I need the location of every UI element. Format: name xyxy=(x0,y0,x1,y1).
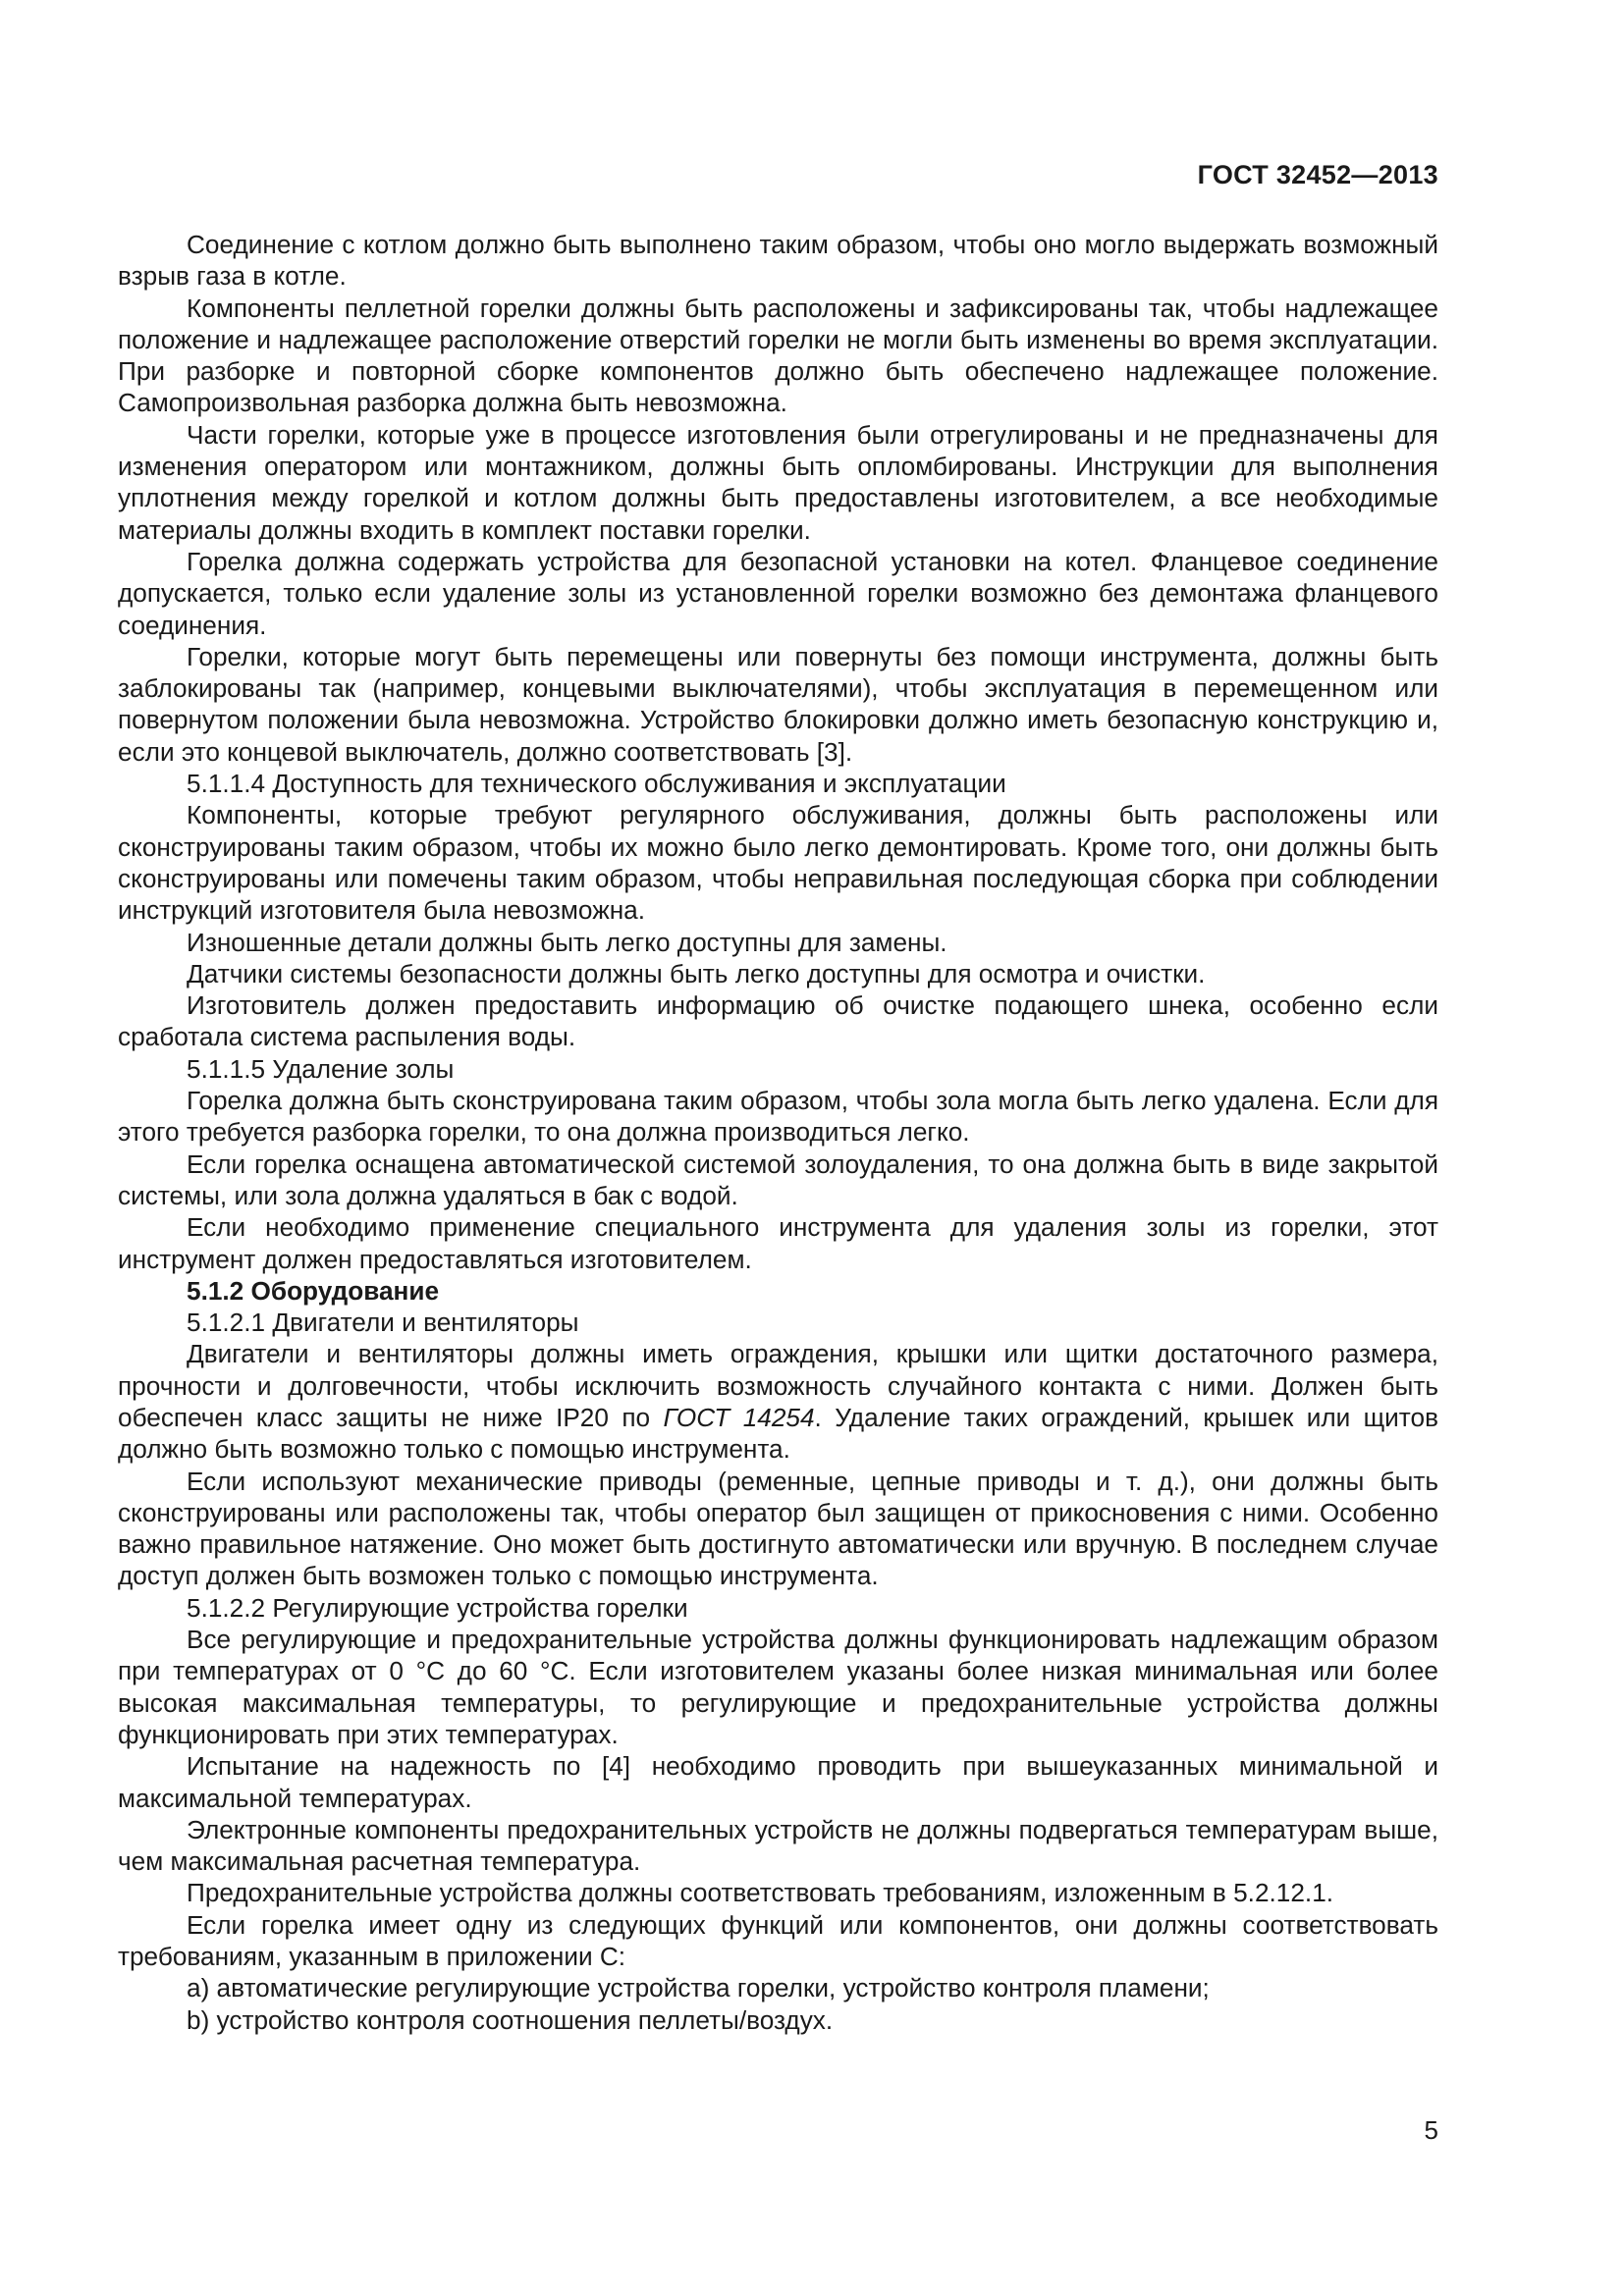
paragraph: Все регулирующие и предохранительные устройства должны функционировать надлежащим образом при температурах от 0 °С до 60 °С. Если изготовителем указаны более низкая минимальная или более высокая максимальная температуры, то регулирующие и предохранительные устройства должны функционировать при этих температурах. xyxy=(118,1625,1438,1749)
list-item: а) автоматические регулирующие устройства горелки, устройство контроля пламени; xyxy=(187,1973,1210,2003)
paragraph: Если используют механические приводы (ременные, цепные приводы и т. д.), они должны быть сконструированы или расположены так, чтобы оператор был защищен от прикосновения с ними. Особенно важно правильное натяжение. Оно может быть достигнуто автоматически или вручную. В последнем случае доступ должен быть возможен только с помощью инструмента. xyxy=(118,1466,1438,1591)
paragraph: Электронные компоненты предохранительных устройств не должны подвергаться температурам выше, чем максимальная расчетная температура. xyxy=(118,1814,1438,1877)
paragraph: Соединение с котлом должно быть выполнено таким образом, чтобы оно могло выдержать возможный взрыв газа в котле. xyxy=(118,230,1438,292)
section-heading-5-1-1-5: 5.1.1.5 Удаление золы xyxy=(187,1053,455,1084)
paragraph: Датчики системы безопасности должны быть легко доступны для осмотра и очистки. xyxy=(187,958,1206,988)
document-body xyxy=(118,229,1438,2036)
paragraph: Части горелки, которые уже в процессе изготовления были отрегулированы и не предназначены для изменения оператором или монтажником, должны быть опломбированы. Инструкции для выполнения уплотнения между горелкой и котлом должны быть предоставлены изготовителем, а все необходимые материалы должны входить в комплект поставки горелки. xyxy=(118,419,1438,545)
paragraph: Если горелка имеет одну из следующих функций или компонентов, они должны соответствовать требованиям, указанным в приложении С: xyxy=(118,1909,1438,1972)
paragraph-with-standard-reference xyxy=(118,1338,1438,1465)
paragraph: Изготовитель должен предоставить информацию об очистке подающего шнека, особенно если сработала система распыления воды. xyxy=(118,990,1438,1052)
section-heading-5-1-1-4: 5.1.1.4 Доступность для технического обслуживания и эксплуатации xyxy=(187,769,1006,799)
section-heading-5-1-2-1: 5.1.2.1 Двигатели и вентиляторы xyxy=(187,1308,579,1338)
paragraph: Предохранительные устройства должны соответствовать требованиям, изложенным в 5.2.12.1. xyxy=(187,1878,1334,1908)
paragraph: Компоненты, которые требуют регулярного обслуживания, должны быть расположены или сконструированы таким образом, чтобы их можно было легко демонтировать. Кроме того, они должны быть сконструированы или помечены таким образом, чтобы неправильная последующая сборка при соблюдении инструкций изготовителя была невозможна. xyxy=(118,800,1438,926)
paragraph: Если необходимо применение специального инструмента для удаления золы из горелки, этот инструмент должен предоставляться изготовителем. xyxy=(118,1212,1438,1274)
standard-reference: ГОСТ 14254 xyxy=(663,1402,815,1432)
page-number: 5 xyxy=(1424,2115,1438,2145)
paragraph: Компоненты пеллетной горелки должны быть расположены и зафиксированы так, чтобы надлежащее положение и надлежащее расположение отверстий горелки не могли быть изменены во время эксплуатации. При разборке и повторной сборке компонентов должно быть обеспечено надлежащее положение. Самопроизвольная разборка должна быть невозможна. xyxy=(118,293,1438,418)
paragraph: Изношенные детали должны быть легко доступны для замены. xyxy=(187,927,947,957)
paragraph-text: Двигатели и вентиляторы должны иметь ограждения, крышки или щитки достаточного размера, прочности и долговечности, чтобы исключить возможность случайного контакта с ними. Должен быть обеспечен класс защиты не ниже IP20 по xyxy=(118,1339,1438,1432)
paragraph: Горелки, которые могут быть перемещены или повернуты без помощи инструмента, должны быть заблокированы так (например, концевыми выключателями), чтобы эксплуатация в перемещенном или повернутом положении была невозможна. Устройство блокировки должно иметь безопасную конструкцию и, если это концевой выключатель, должно соответствовать [3]. xyxy=(118,641,1438,767)
list-item: b) устройство контроля соотношения пеллеты/воздух. xyxy=(187,2004,834,2035)
paragraph: Горелка должна содержать устройства для безопасной установки на котел. Фланцевое соединение допускается, только если удаление золы из установленной горелки возможно без демонтажа фланцевого соединения. xyxy=(118,546,1438,640)
paragraph: Если горелка оснащена автоматической системой золоудаления, то она должна быть в виде закрытой системы, или зола должна удаляться в бак с водой. xyxy=(118,1148,1438,1210)
document-header-standard-number: ГОСТ 32452—2013 xyxy=(1197,160,1438,189)
paragraph-text: . Удаление таких ограждений, крышек или щитов должно быть возможно только с помощью инструмента. xyxy=(118,1402,1438,1465)
section-heading-5-1-2: 5.1.2 Оборудование xyxy=(187,1275,440,1306)
section-heading-5-1-2-2: 5.1.2.2 Регулирующие устройства горелки xyxy=(187,1592,688,1623)
paragraph: Горелка должна быть сконструирована таким образом, чтобы зола могла быть легко удалена. Если для этого требуется разборка горелки, то она должна производиться легко. xyxy=(118,1086,1438,1148)
paragraph: Испытание на надежность по [4] необходимо проводить при вышеуказанных минимальной и максимальной температурах. xyxy=(118,1751,1438,1813)
